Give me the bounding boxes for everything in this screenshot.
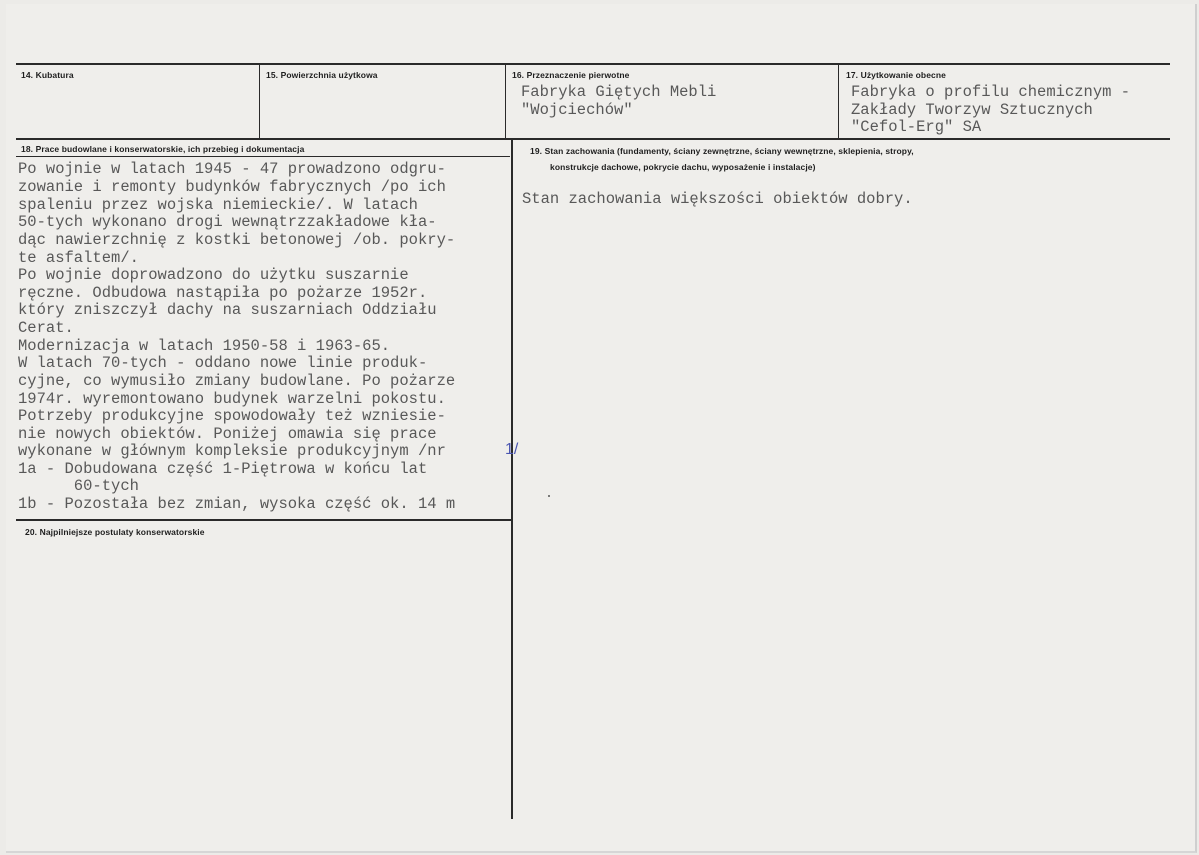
field-19-label-line-1: 19. Stan zachowania (fundamenty, ściany zewnętrzne, ściany wewnętrzne, sklepienia, stropy, [530, 146, 914, 156]
field-18-line: Potrzeby produkcyjne spowodowały też wzniesie- [18, 407, 446, 425]
field-16-line-2: "Wojciechów" [521, 101, 633, 119]
field-18-line: 50-tych wykonano drogi wewnątrzzakładowe kła- [18, 213, 437, 231]
field-18-line: który zniszczył dachy na suszarniach Oddziału [18, 301, 437, 319]
field-20-rule [16, 519, 512, 521]
stray-mark [548, 495, 550, 497]
field-18-line: dąc nawierzchnię z kostki betonowej /ob. pokry- [18, 231, 456, 249]
field-19-text: Stan zachowania większości obiektów dobry. [522, 190, 913, 208]
field-18-line: spaleniu przez wojska niemieckie/. W latach [18, 196, 418, 214]
field-18-line: wykonane w głównym kompleksie produkcyjnym /nr [18, 442, 446, 460]
field-18-line: Cerat. [18, 319, 74, 337]
field-18-line: Po wojnie doprowadzono do użytku suszarnie [18, 266, 409, 284]
field-17-line-1: Fabryka o profilu chemicznym - [851, 83, 1131, 101]
field-18-label: 18. Prace budowlane i konserwatorskie, ich przebieg i dokumentacja [21, 144, 305, 154]
field-20-label: 20. Najpilniejsze postulaty konserwatorskie [25, 527, 205, 537]
handwritten-note: 1/ [505, 441, 519, 458]
field-18-underline [16, 156, 510, 157]
field-18-line: cyjne, co wymusiło zmiany budowlane. Po pożarze [18, 372, 456, 390]
top-rule [16, 63, 1170, 65]
field-17-label: 17. Użytkowanie obecne [846, 70, 946, 80]
field-18-line: te asfaltem/. [18, 249, 139, 267]
field-18-line: W latach 70-tych - oddano nowe linie produk- [18, 354, 428, 372]
field-17-line-2: Zakłady Tworzyw Sztucznych [851, 101, 1093, 119]
field-18-line: zowanie i remonty budynków fabrycznych /po ich [18, 178, 446, 196]
divider-18-19 [511, 139, 513, 819]
field-18-line: 1974r. wyremontowano budynek warzelni pokostu. [18, 390, 446, 408]
field-15-label: 15. Powierzchnia użytkowa [266, 70, 378, 80]
header-bottom-rule [16, 138, 1170, 140]
field-17-line-3: "Cefol-Erg" SA [851, 118, 982, 136]
divider-14-15 [259, 65, 260, 139]
field-16-label: 16. Przeznaczenie pierwotne [512, 70, 630, 80]
field-14-label: 14. Kubatura [21, 70, 74, 80]
field-18-line: Modernizacja w latach 1950-58 i 1963-65. [18, 337, 391, 355]
field-18-line: nie nowych obiektów. Poniżej omawia się prace [18, 425, 437, 443]
field-18-line: 1b - Pozostała bez zmian, wysoka część ok. 14 m [18, 495, 456, 513]
field-18-line: ręczne. Odbudowa nastąpiła po pożarze 1952r. [18, 284, 428, 302]
divider-16-17 [838, 65, 839, 139]
field-18-line: 1a - Dobudowana część 1-Piętrowa w końcu lat [18, 460, 428, 478]
field-19-label-line-2: konstrukcje dachowe, pokrycie dachu, wyposażenie i instalacje) [550, 162, 816, 172]
field-18-line: 60-tych [18, 477, 139, 495]
divider-15-16 [505, 65, 506, 139]
field-16-line-1: Fabryka Giętych Mebli [521, 83, 717, 101]
field-18-line: Po wojnie w latach 1945 - 47 prowadzono odgru- [18, 160, 446, 178]
